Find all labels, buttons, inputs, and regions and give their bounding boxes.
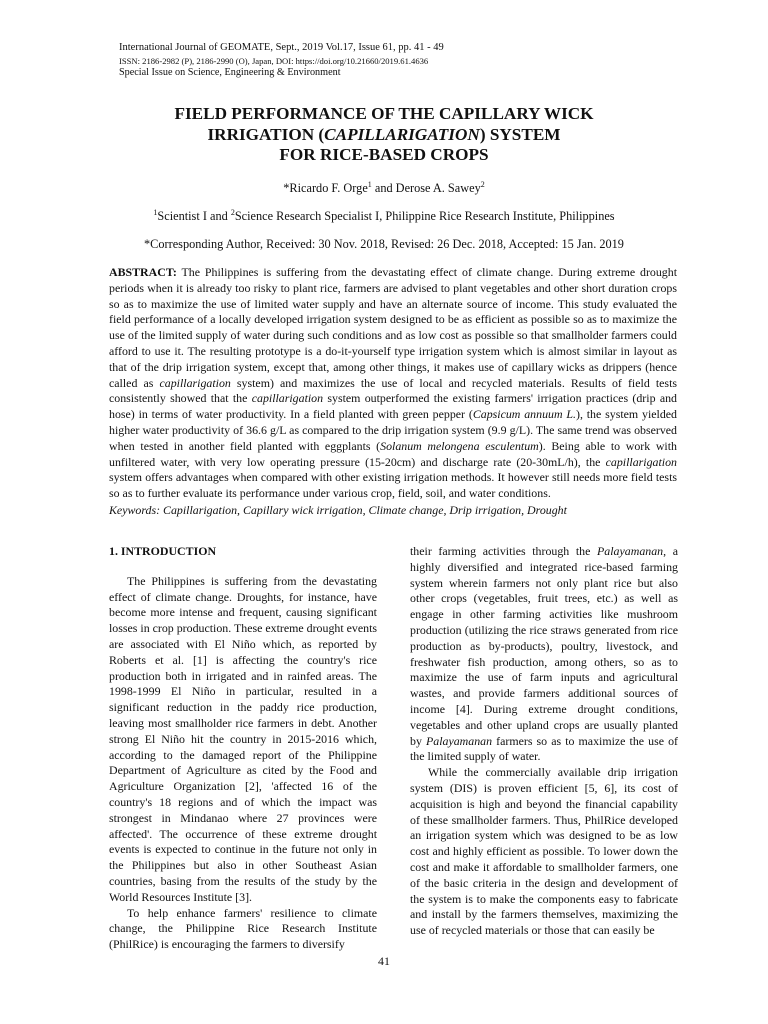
keywords: Keywords: Capillarigation, Capillary wick irrigation, Climate change, Drip irrigation, Drought <box>109 503 567 517</box>
affil-2-marker: 2 <box>230 207 235 217</box>
title-line-2 <box>110 125 658 146</box>
journal-header <box>119 42 679 80</box>
abstract-label: ABSTRACT: <box>109 265 177 279</box>
paper-title <box>110 104 658 166</box>
intro-p3-text-1: their farming activities through the <box>410 544 598 558</box>
author-1: *Ricardo F. Orge <box>283 181 368 195</box>
title-line-2-post: ) SYSTEM <box>479 124 561 144</box>
intro-paragraph-2: To help enhance farmers' resilience to climate change, the Philippine Rice Research Institute (PhilRice) is encouraging the farmers to diversify <box>109 905 377 952</box>
journal-issn-doi: ISSN: 2186-2982 (P), 2186-2990 (O), Japan, DOI: https://doi.org/10.21660/2019.61.4636 <box>119 55 429 66</box>
author-2-affil: 2 <box>480 179 485 189</box>
abstract-text-5: ). Being able to work with unfiltered water, with very low operating pressure (15-20cm) and discharge rate (20-30mL/h), the <box>109 438 677 469</box>
abstract-text-4: ), the system yielded higher water productivity of 36.6 g/L as compared to the drip irrigation system (9.9 g/L). The same trend was observed when tested in another field planted with eggplants ( <box>109 407 677 453</box>
abstract-text-6: system offers advantages when compared with other existing irrigation methods. It however still needs more field tests so as to further evaluate its performance under various crop, field, soil, and water conditions. <box>109 470 677 501</box>
affiliations <box>110 208 658 224</box>
journal-citation: International Journal of GEOMATE, Sept., 2019 Vol.17, Issue 61, pp. 41 - 49 <box>119 42 444 53</box>
journal-special-issue: Special Issue on Science, Engineering & Environment <box>119 67 341 78</box>
intro-paragraph-3 <box>410 544 678 765</box>
section-heading-introduction: 1. INTRODUCTION <box>109 544 217 558</box>
title-line-2-pre: IRRIGATION ( <box>207 124 325 144</box>
abstract-italic-4: Solanum melongena esculentum <box>380 438 539 453</box>
intro-p3-italic-2: Palayamanan <box>425 733 493 748</box>
page-number: 41 <box>378 954 390 968</box>
title-line-3: FOR RICE-BASED CROPS <box>279 145 489 164</box>
intro-p3-text-3: farmers so as to maximize the use of the limited supply of water. <box>410 733 678 764</box>
abstract-text-1: The Philippines is suffering from the devastating effect of climate change. During extreme drought periods when it is already too risky to plant rice, farmers are advised to plant vegetables and other short duration crops so as to maximize the use of limited water supply and have an alternate source of income. This study evaluated the field performance of a locally developed irrigation system designed to be as efficient as possible so as to maximize the use of the limited supply of water during such conditions and as low cost as possible so that smallholder farmers could afford to use it. The resulting prototype is a do-it-yourself type irrigation system which is almost similar in layout as that of the drip irrigation system, except that, among other things, it makes use of capillary wicks as drippers (hence called as <box>109 265 677 390</box>
abstract-italic-2: capillarigation <box>251 391 324 406</box>
intro-p3-italic-1: Palayamanan <box>597 544 664 558</box>
author-1-affil: 1 <box>367 179 372 189</box>
abstract-italic-5: capillarigation <box>605 454 677 469</box>
intro-paragraph-4: While the commercially available drip irrigation system (DIS) is proven efficient [5, 6], its cost of acquisition is high and beyond the financial capability of these smallholder farmers. Thus, PhilRice developed an irrigation system which was designed to be as low cost and highly efficient as possible. To lower down the cost and make it affordable to smallholder farmers, one of the basic criteria in the design and development of the system is to make the components easy to fabricate and install by the farmers themselves, maximizing the use of recycled materials or those that can easily be <box>410 765 678 938</box>
abstract <box>109 265 677 502</box>
title-line-2-italic: CAPILLARIGATION <box>324 124 480 144</box>
affil-1-marker: 1 <box>153 207 158 217</box>
affil-2: Science Research Specialist I, Philippine Rice Research Institute, Philippines <box>234 209 615 223</box>
author-list <box>110 180 658 196</box>
author-2: and Derose A. Sawey <box>371 181 481 195</box>
corresponding-author-dates: *Corresponding Author, Received: 30 Nov. 2018, Revised: 26 Dec. 2018, Accepted: 15 Jan. 2019 <box>144 237 624 251</box>
intro-paragraph-1: The Philippines is suffering from the devastating effect of climate change. Droughts, for instance, have become more intense and frequent, causing significant losses in crop production. These extreme drought events are associated with El Niño which, as reported by Roberts et al. [1] is affecting the country's rice production both in irrigated and in rainfed areas. The 1998-1999 El Niño in particular, resulted in a significant reduction in the paddy rice production, leaving most smallholder rice farmers in debt. Another strong El Niño hit the country in 2015-2016 which, according to the damaged report of the Philippine Department of Agriculture as cited by the Food and Agriculture Organization [2], 'affected 16 of the country's 18 regions and of which the impact was strongest in Mindanao where 27 provinces were affected'. The occurrence of these extreme drought events is expected to continue in the future not only in the Philippines but also in other Southeast Asian countries, basing from the results of the study by the World Resources Institute [3]. <box>109 573 377 904</box>
abstract-italic-3: Capsicum annuum L. <box>472 407 576 422</box>
abstract-text-2: system) and maximizes the use of local and recycled materials. Results of field tests consistently showed that the <box>109 375 677 406</box>
abstract-italic-1: capillarigation <box>159 375 231 390</box>
affil-1: Scientist I and <box>157 209 231 223</box>
abstract-text-3: system outperformed the existing farmers' irrigation practices (drip and hose) in terms of water productivity. In a field planted with green pepper ( <box>109 391 677 422</box>
right-column <box>410 544 678 939</box>
left-column <box>109 544 377 953</box>
title-line-1: FIELD PERFORMANCE OF THE CAPILLARY WICK <box>174 104 594 123</box>
intro-p3-text-2: , a highly diversified and integrated rice-based farming system wherein farmers not only plant rice but also other crops (vegetables, fruit trees, etc.) as well as engage in other farming activities like mushroom production (utilizing the rice straws generated from rice production as by-products), poultry, livestock, and freshwater fish production, among others, so as to maximize the use of farm inputs and agricultural wastes, and provide farmers additional sources of income [4]. During extreme drought conditions, vegetables and other upland crops are usually planted by <box>410 544 678 748</box>
